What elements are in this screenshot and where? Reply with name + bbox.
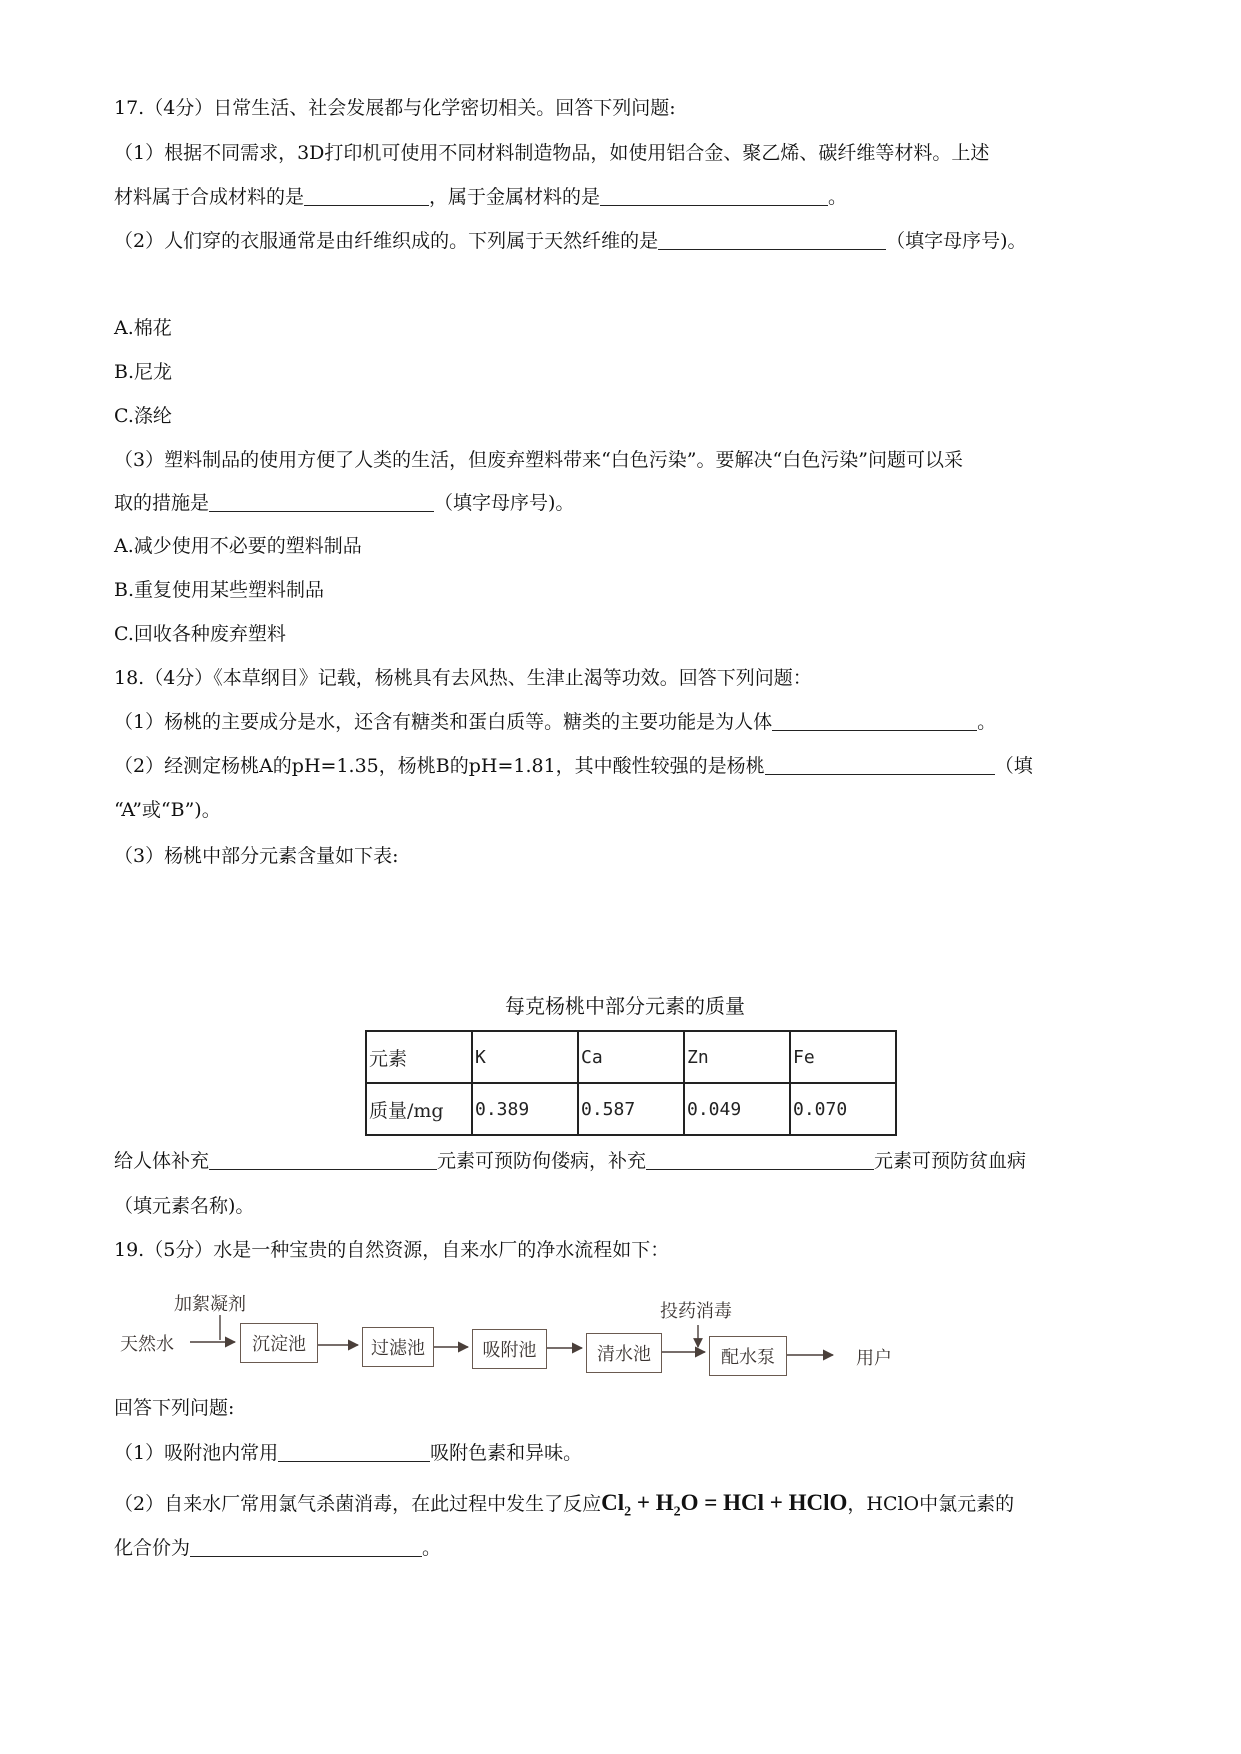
- q17-p3-option-a: A.减少使用不必要的塑料制品: [114, 535, 362, 557]
- element-content-table: [365, 1030, 897, 1136]
- table-row: [366, 1083, 896, 1135]
- table-cell: Zn: [684, 1031, 790, 1083]
- table-cell: 0.049: [684, 1083, 790, 1135]
- answer-blank-metal-material[interactable]: [600, 185, 828, 206]
- q17-p3-line2: [114, 490, 574, 516]
- q19-stem: 19.（5分）水是一种宝贵的自然资源，自来水厂的净水流程如下：: [114, 1239, 670, 1261]
- q18-after-text-a: 给人体补充: [114, 1150, 210, 1172]
- q17-p1-text-b: ，属于金属材料的是: [429, 186, 601, 208]
- q18-p1-text: （1）杨桃的主要成分是水，还含有糖类和蛋白质等。糖类的主要功能是为人体: [114, 711, 773, 733]
- q17-p2-option-a: A.棉花: [114, 317, 172, 339]
- q19-p2-text-a: （2）自来水厂常用氯气杀菌消毒，在此过程中发生了反应: [114, 1493, 602, 1515]
- answer-blank-synthetic-material[interactable]: [304, 185, 429, 206]
- table-cell: Fe: [790, 1031, 896, 1083]
- table-cell: K: [472, 1031, 578, 1083]
- answer-blank-sugar-function[interactable]: [772, 710, 977, 731]
- q19-answer-intro: 回答下列问题:: [114, 1397, 235, 1419]
- eq-hclo: HClO: [788, 1490, 848, 1515]
- q17-p1-line1: （1）根据不同需求，3D打印机可使用不同材料制造物品，如使用铝合金、聚乙烯、碳纤维等材料。上述: [114, 142, 990, 164]
- q17-p2-text-a: （2）人们穿的衣服通常是由纤维织成的。下列属于天然纤维的是: [114, 230, 659, 252]
- answer-blank-chlorine-valence[interactable]: [190, 1536, 422, 1557]
- water-purification-flowchart: [120, 1285, 910, 1395]
- q19-p2-text-b: ，HClO中氯元素的: [847, 1493, 1015, 1515]
- flow-output-users: 用户: [856, 1348, 892, 1369]
- q19-p1-text-a: （1）吸附池内常用: [114, 1442, 279, 1464]
- q17-p3-line1: （3）塑料制品的使用方便了人类的生活，但废弃塑料带来“白色污染”。要解决“白色污染”问题可以采: [114, 449, 963, 471]
- q18-p2-text-b: （填: [994, 755, 1033, 777]
- flow-input-natural-water: 天然水: [120, 1334, 174, 1355]
- flow-step-filtration: 过滤池: [362, 1327, 434, 1367]
- flow-step-sedimentation: 沉淀池: [240, 1323, 318, 1363]
- answer-blank-anemia-element[interactable]: [646, 1149, 874, 1170]
- flow-step-clear-water: 清水池: [586, 1333, 662, 1373]
- chemical-equation: [601, 1490, 848, 1520]
- flow-step-distribution-pump: 配水泵: [709, 1336, 787, 1376]
- table-row: [366, 1031, 896, 1083]
- q19-p2-line2-text: 化合价为: [114, 1537, 191, 1559]
- table-cell: 0.587: [578, 1083, 684, 1135]
- q19-p2-line2-end: 。: [422, 1537, 442, 1559]
- flow-add-coagulant: 加絮凝剂: [174, 1294, 246, 1315]
- q18-stem: 18.（4分）《本草纲目》记载，杨桃具有去风热、生津止渴等功效。回答下列问题：: [114, 667, 812, 689]
- q18-after-table: [114, 1148, 1026, 1174]
- q17-stem: 17.（4分）日常生活、社会发展都与化学密切相关。回答下列问题:: [114, 97, 676, 119]
- q19-p1: [114, 1440, 582, 1466]
- answer-blank-pollution-measure[interactable]: [209, 491, 434, 512]
- eq-plus2: +: [769, 1490, 783, 1515]
- flow-step-adsorption: 吸附池: [472, 1329, 547, 1369]
- eq-cl-sub: 2: [624, 1504, 632, 1520]
- q18-p3: （3）杨桃中部分元素含量如下表:: [114, 845, 399, 867]
- q19-p1-text-b: 吸附色素和异味。: [430, 1442, 583, 1464]
- answer-blank-adsorbent[interactable]: [278, 1441, 430, 1462]
- answer-blank-rickets-element[interactable]: [209, 1149, 437, 1170]
- q17-p3-text-b: （填字母序号)。: [434, 492, 575, 514]
- q18-p2-line2: “A”或“B”)。: [114, 799, 221, 821]
- answer-blank-natural-fiber[interactable]: [658, 229, 886, 250]
- table-cell: Ca: [578, 1031, 684, 1083]
- q17-p2: [114, 228, 1027, 254]
- q18-after-text-c: 元素可预防贫血病: [874, 1150, 1027, 1172]
- q17-p3-text-a: 取的措施是: [114, 492, 210, 514]
- q17-p2-option-c: C.涤纶: [114, 405, 172, 427]
- eq-cl: Cl: [601, 1490, 625, 1515]
- q19-p2: [114, 1490, 1014, 1526]
- eq-hcl: HCl: [723, 1490, 764, 1515]
- q18-p2-text: （2）经测定杨桃A的pH=1.35，杨桃B的pH=1.81，其中酸性较强的是杨桃: [114, 755, 765, 777]
- q18-p1: [114, 709, 996, 735]
- q19-p2-line2: [114, 1535, 441, 1561]
- q18-after-line2: （填元素名称)。: [114, 1195, 255, 1217]
- table-cell: 质量/mg: [366, 1083, 472, 1135]
- q17-p3-option-b: B.重复使用某些塑料制品: [114, 579, 325, 601]
- eq-o: O: [680, 1490, 699, 1515]
- q18-p2: [114, 753, 1033, 779]
- q18-after-text-b: 元素可预防佝偻病，补充: [437, 1150, 647, 1172]
- table-cell: 0.070: [790, 1083, 896, 1135]
- table-cell: 0.389: [472, 1083, 578, 1135]
- q18-p1-end: 。: [977, 711, 997, 733]
- q17-p2-text-b: （填字母序号)。: [886, 230, 1027, 252]
- eq-equals: =: [704, 1490, 718, 1515]
- eq-plus: +: [636, 1490, 650, 1515]
- table-caption: 每克杨桃中部分元素的质量: [505, 994, 745, 1018]
- flow-disinfection: 投药消毒: [660, 1301, 732, 1322]
- q17-p3-option-c: C.回收各种废弃塑料: [114, 623, 286, 645]
- q17-p1-text-a: 材料属于合成材料的是: [114, 186, 305, 208]
- table-cell: 元素: [366, 1031, 472, 1083]
- q17-p1-line2: [114, 184, 847, 210]
- eq-h: H: [655, 1490, 674, 1515]
- answer-blank-stronger-acid[interactable]: [765, 754, 995, 775]
- eq-h-sub: 2: [673, 1504, 681, 1520]
- q17-p2-option-b: B.尼龙: [114, 361, 173, 383]
- q17-p1-end: 。: [828, 186, 848, 208]
